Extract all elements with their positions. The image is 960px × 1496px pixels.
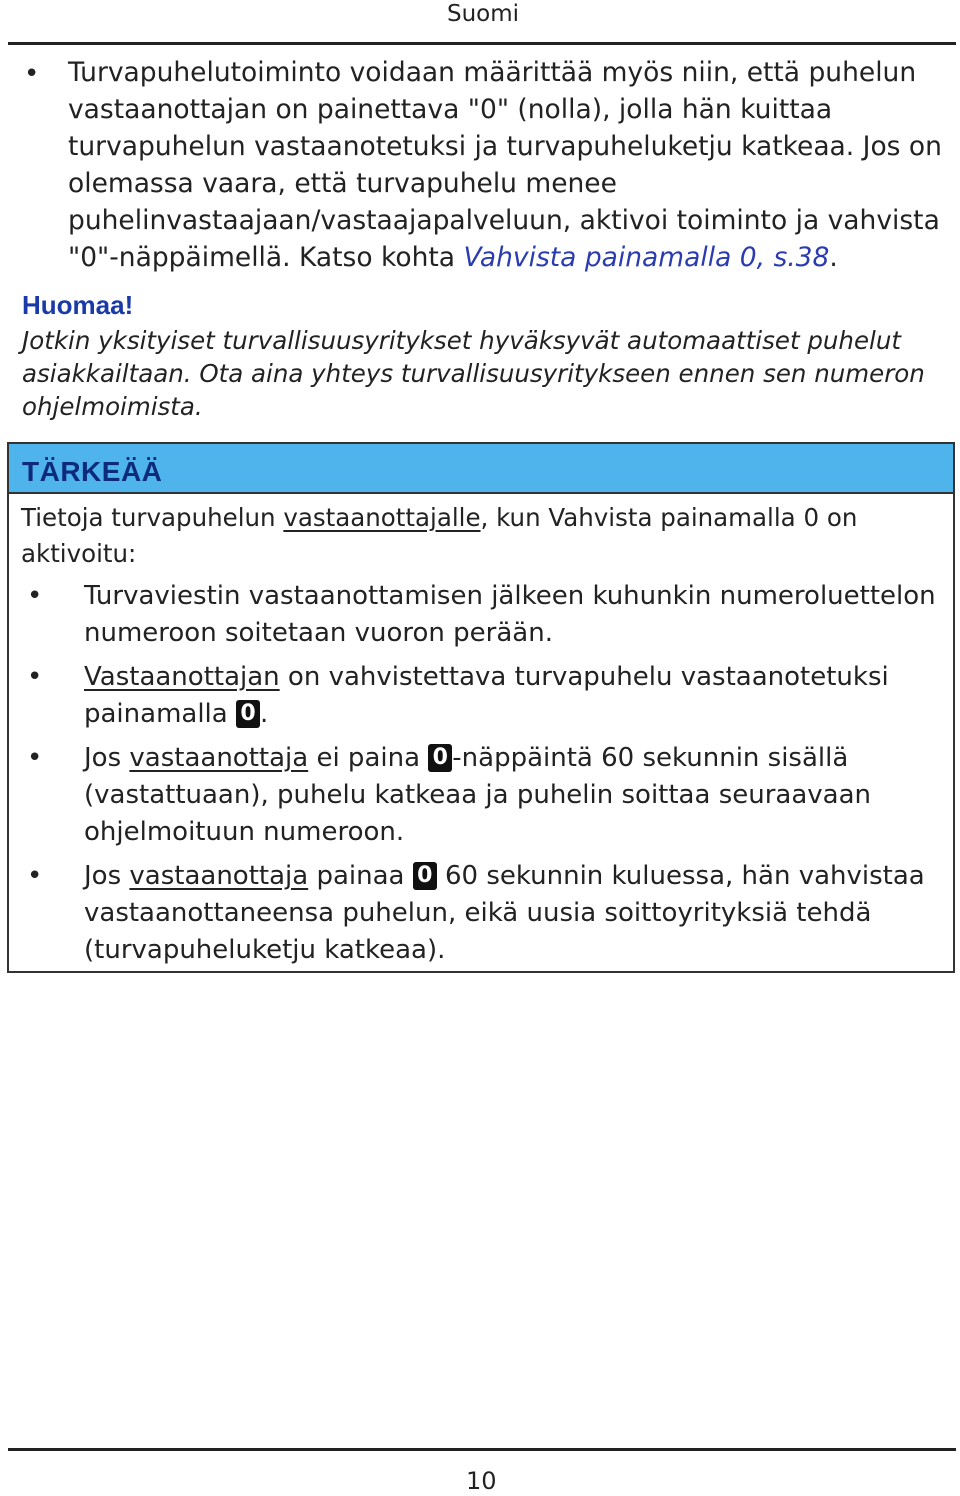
page-number: 10 — [466, 1467, 497, 1495]
list-item — [21, 740, 946, 851]
item-underlined: vastaanottaja — [129, 743, 309, 773]
bullet: • — [27, 662, 43, 692]
zero-key-icon: 0 — [413, 862, 437, 890]
note-title: Huomaa! — [22, 290, 134, 320]
item-text: painaa — [308, 861, 413, 891]
item-underlined: vastaanottaja — [129, 861, 309, 891]
important-box — [7, 442, 955, 973]
intro-paragraph — [68, 54, 958, 276]
zero-key-icon: 0 — [236, 700, 260, 728]
list-item — [21, 659, 946, 733]
bullet: • — [24, 59, 40, 89]
item-text: -näppäintä 60 sekunnin sisällä (vastattuaan), puhelu katkeaa ja puhelin soittaa seuraavaan ohjelmoituun numeroon. — [84, 743, 871, 847]
item-text: 60 sekunnin kuluessa, hän vahvistaa vastaanottaneensa puhelun, eikä uusia soittoyrityksiä tehdä (turvapuheluketju katkeaa). — [84, 861, 925, 965]
item-text: ei paina — [308, 743, 429, 773]
header-language: Suomi — [447, 1, 520, 27]
important-intro — [21, 500, 941, 572]
important-header — [9, 444, 953, 494]
bullet: • — [27, 861, 43, 891]
item-text: Jos — [84, 861, 130, 891]
item-text: Jos — [84, 743, 130, 773]
intro-text: Turvapuhelutoiminto voidaan määrittää myös niin, että puhelun vastaanottajan on painettava "0" (nolla), jolla hän kuittaa turvapuhelun vastaanotetuksi ja turvapuheluketju katkeaa. Jos on olemassa vaara, että turvapuhelu menee puhelinvastaajaan/vastaajapalveluun, aktivoi toiminto ja vahvista "0"-näppäimellä. Katso kohta — [68, 57, 942, 273]
list-item — [21, 578, 946, 652]
bullet: • — [27, 743, 43, 773]
footer-divider — [8, 1448, 956, 1451]
item-text: . — [259, 699, 269, 729]
important-title: TÄRKEÄÄ — [22, 456, 163, 487]
zero-key-icon: 0 — [428, 744, 452, 772]
intro-part: Tietoja turvapuhelun — [21, 503, 284, 532]
intro-part: , kun Vahvista painamalla 0 on aktivoitu: — [21, 503, 858, 568]
item-text: on vahvistettava turvapuhelu vastaanotetuksi painamalla — [84, 662, 889, 729]
item-underlined: Vastaanottajan — [84, 662, 280, 692]
important-list — [21, 578, 946, 976]
header-divider — [8, 42, 956, 45]
bullet: • — [27, 581, 43, 611]
list-item — [21, 858, 946, 969]
item-text: Turvaviestin vastaanottamisen jälkeen kuhunkin numeroluettelon numeroon soitetaan vuoron perään. — [84, 581, 936, 648]
page-reference-link[interactable]: Vahvista painamalla 0, s.38 — [463, 242, 830, 273]
note-text: Jotkin yksityiset turvallisuusyritykset hyväksyvät automaattiset puhelut asiakkailtaan. Ota aina yhteys turvallisuusyritykseen ennen sen numeron ohjelmoimista. — [22, 326, 925, 421]
intro-underlined: vastaanottajalle — [283, 503, 481, 532]
intro-end: . — [829, 242, 838, 273]
